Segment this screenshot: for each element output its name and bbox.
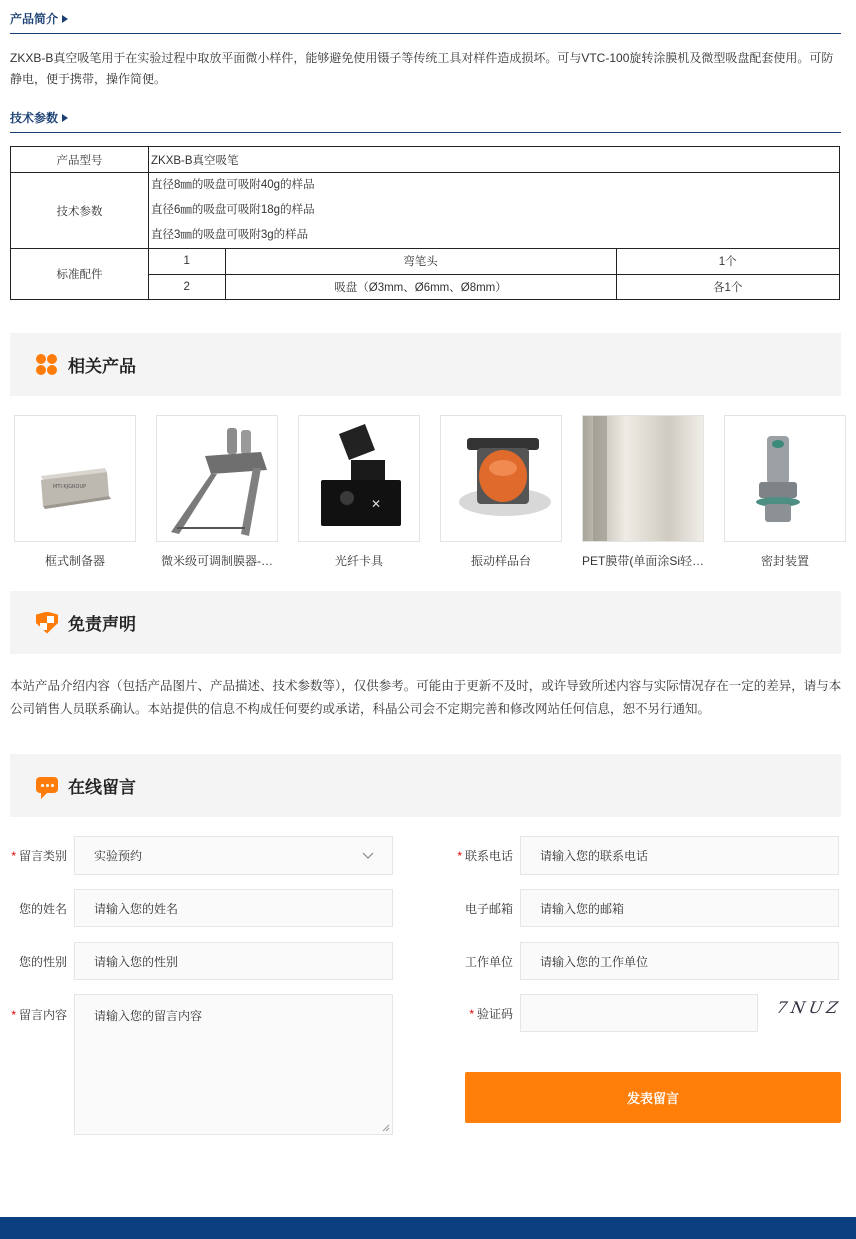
product-card[interactable] (14, 415, 136, 569)
spec-param-line: 直径8㎜的吸盘可吸附40g的样品 (151, 179, 315, 191)
name-row (3, 889, 393, 927)
product-name[interactable]: 密封装置 (760, 554, 809, 568)
acc-name: 吸盘（Ø3mm、Ø6mm、Ø8mm） (225, 274, 616, 299)
content-row: * 留言内容 请输入您的留言内容 (3, 994, 393, 1135)
acc-name: 弯笔头 (225, 249, 616, 274)
category-selected-value: 实验预约 (94, 849, 143, 863)
clover-icon (36, 354, 58, 376)
company-input[interactable]: 请输入您的工作单位 (520, 942, 839, 980)
gender-label: 您的性别 (18, 954, 67, 969)
chat-icon (36, 777, 58, 793)
chevron-down-icon (362, 852, 374, 860)
triangle-right-icon (62, 15, 68, 23)
product-image[interactable] (440, 415, 562, 542)
product-card[interactable] (582, 415, 704, 569)
captcha-input[interactable] (520, 994, 758, 1032)
gender-row (3, 942, 393, 980)
product-card[interactable] (440, 415, 562, 569)
spec-table (10, 146, 840, 300)
disclaimer-title: 免责声明 (68, 615, 136, 634)
message-title: 在线留言 (68, 778, 136, 797)
product-image[interactable] (14, 415, 136, 542)
product-name[interactable]: 振动样品台 (470, 554, 531, 568)
captcha-image[interactable]: 7NUZ (775, 998, 844, 1017)
intro-section-title: 产品简介 (10, 12, 59, 26)
svg-text:✕: ✕ (371, 497, 382, 511)
related-products-header (10, 333, 841, 396)
product-image[interactable] (156, 415, 278, 542)
footer-bar (0, 1217, 856, 1239)
content-textarea[interactable] (74, 994, 393, 1135)
svg-text:MTI·KJGROUP: MTI·KJGROUP (53, 484, 87, 490)
name-label: 您的姓名 (18, 901, 67, 916)
phone-label: 联系电话 (464, 849, 513, 863)
captcha-label: 验证码 (476, 1006, 513, 1021)
content-label: 留言内容 (18, 1008, 67, 1022)
spec-model-label: 产品型号 (11, 147, 149, 173)
related-products-list (14, 415, 842, 575)
shield-icon (36, 612, 58, 634)
acc-no: 1 (183, 255, 190, 268)
spec-param-line: 直径6㎜的吸盘可吸附18g的样品 (151, 204, 315, 216)
product-image[interactable] (582, 415, 704, 542)
triangle-right-icon (62, 114, 68, 122)
spec-params-label: 技术参数 (11, 173, 149, 249)
spec-accessories-label: 标准配件 (11, 249, 149, 300)
acc-qty: 1个 (616, 249, 839, 274)
spec-param-line: 直径3㎜的吸盘可吸附3g的样品 (151, 229, 309, 241)
product-name[interactable]: 微米级可调制膜器-… (161, 554, 273, 568)
acc-qty: 各1个 (616, 274, 839, 299)
resize-handle-icon[interactable] (382, 1124, 390, 1132)
captcha-row: * 验证码 7NUZ (449, 994, 842, 1032)
table-row (149, 274, 839, 299)
acc-no: 2 (149, 274, 225, 299)
name-input[interactable]: 请输入您的姓名 (74, 889, 393, 927)
product-card[interactable] (298, 415, 420, 569)
content-placeholder: 请输入您的留言内容 (94, 1009, 203, 1023)
product-name[interactable]: PET膜带(单面涂Si轻… (582, 554, 704, 568)
accessories-table (149, 249, 839, 299)
email-label: 电子邮箱 (464, 901, 513, 916)
related-products-title: 相关产品 (68, 357, 136, 376)
email-row (449, 889, 839, 927)
spec-model-value: ZKXB-B真空吸笔 (149, 147, 840, 173)
gender-input[interactable]: 请输入您的性别 (74, 942, 393, 980)
spec-section-title: 技术参数 (10, 111, 59, 125)
product-name[interactable]: 光纤卡具 (334, 554, 383, 568)
message-header (10, 754, 841, 817)
submit-button[interactable]: 发表留言 (465, 1072, 841, 1123)
product-card[interactable] (724, 415, 846, 569)
product-image[interactable] (298, 415, 420, 542)
product-card[interactable] (156, 415, 278, 569)
phone-row: * 联系电话 请输入您的联系电话 (449, 836, 839, 875)
category-row: * 留言类别 实验预约 (3, 836, 393, 875)
company-label: 工作单位 (464, 954, 513, 969)
product-name[interactable]: 框式制备器 (44, 554, 105, 568)
table-row (149, 249, 839, 274)
product-image[interactable] (724, 415, 846, 542)
company-row (449, 942, 839, 980)
email-input[interactable]: 请输入您的邮箱 (520, 889, 839, 927)
intro-section-header (10, 10, 841, 34)
phone-input[interactable]: 请输入您的联系电话 (520, 836, 839, 875)
category-select[interactable] (74, 836, 393, 875)
disclaimer-text: 本站产品介绍内容（包括产品图片、产品描述、技术参数等），仅供参考。可能由于更新不及时，或许导致所述内容与实际情况存在一定的差异，请与本公司销售人员联系确认。本站提供的信息不构成任何要约或承诺，科晶公司会不定期完善和修改网站任何信息，恕不另行通知。 (10, 679, 842, 716)
category-label: 留言类别 (18, 849, 67, 863)
disclaimer-header (10, 591, 841, 654)
spec-section-header (10, 109, 841, 133)
intro-text: ZKXB-B真空吸笔用于在实验过程中取放平面微小样件，能够避免使用镊子等传统工具对样件造成损坏。可与VTC-100旋转涂膜机及微型吸盘配套使用。可防静电，便于携带，操作简便。 (10, 51, 834, 86)
